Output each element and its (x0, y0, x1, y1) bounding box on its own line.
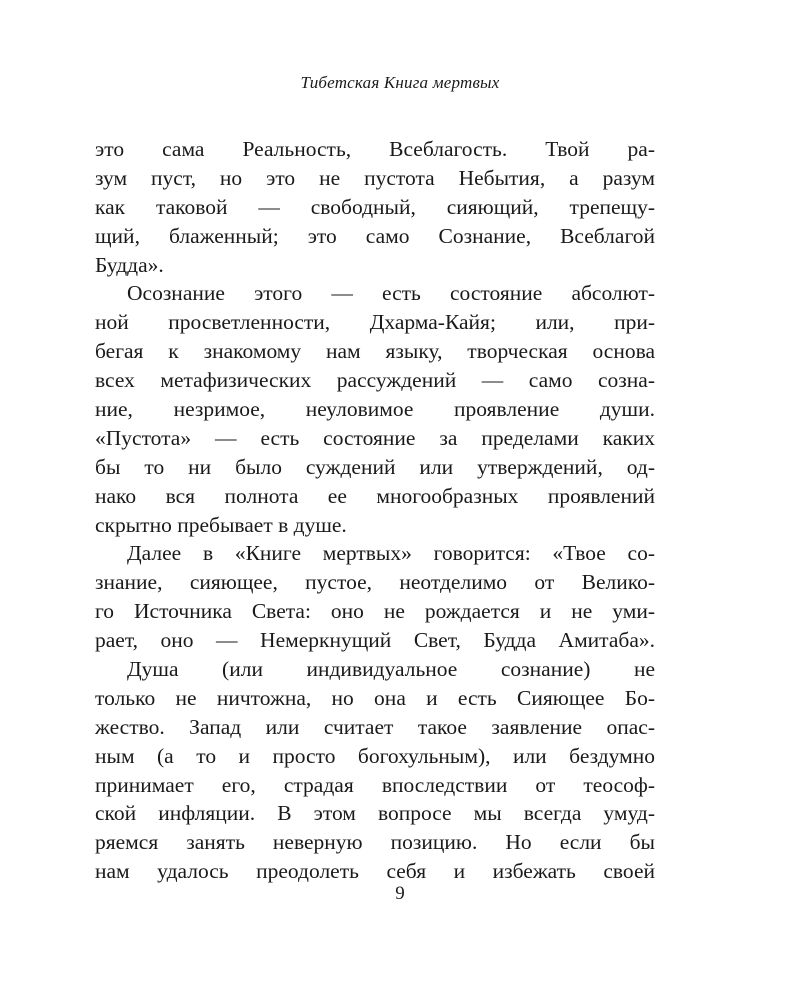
body-text (95, 135, 655, 886)
text-line: Осознание этого — есть состояние абсолют- (127, 281, 655, 306)
text-line: скрытно пребывает в душе. (95, 512, 347, 537)
text-line: Душа (или индивидуальное сознание) не (127, 657, 655, 682)
paragraph-2 (95, 279, 655, 539)
text-line: нако вся полнота ее многообразных проявлений (95, 483, 655, 508)
text-line: только не ничтожна, но она и есть Сияющее Бо- (95, 685, 655, 710)
running-head: Тибетская Книга мертвых (300, 73, 500, 92)
text-line: зум пуст, но это не пустота Небытия, а разум (95, 165, 655, 190)
paragraph-4 (95, 655, 655, 886)
text-line: ние, незримое, неуловимое проявление души. (95, 397, 655, 422)
text-line: знание, сияющее, пустое, неотделимо от Велико- (95, 570, 655, 595)
paragraph-3 (95, 539, 655, 655)
text-line: ряемся занять неверную позицию. Но если бы (95, 830, 655, 855)
text-line: принимает его, страдая впоследствии от теософ- (95, 772, 655, 797)
text-line: Далее в «Книге мертвых» говорится: «Твое со- (127, 541, 655, 566)
text-line: Будда». (95, 252, 164, 277)
text-line: ской инфляции. В этом вопросе мы всегда умуд- (95, 801, 655, 826)
paragraph-1 (95, 135, 655, 279)
text-line: как таковой — свободный, сияющий, трепещу- (95, 194, 655, 219)
text-line: бы то ни было суждений или утверждений, од- (95, 454, 655, 479)
text-line: это сама Реальность, Всеблагость. Твой ра- (95, 137, 655, 161)
text-line: «Пустота» — есть состояние за пределами каких (95, 425, 655, 450)
text-line: го Источника Света: оно не рождается и не уми- (95, 599, 655, 624)
text-line: ной просветленности, Дхарма-Кайя; или, при- (95, 310, 655, 335)
text-line: ным (а то и просто богохульным), или бездумно (95, 743, 655, 768)
text-line: рает, оно — Немеркнущий Свет, Будда Амитаба». (95, 628, 655, 653)
text-line: жество. Запад или считает такое заявление опас- (95, 714, 655, 739)
text-line: щий, блаженный; это само Сознание, Всеблагой (95, 223, 655, 248)
text-line: нам удалось преодолеть себя и избежать своей (95, 859, 655, 884)
text-line: бегая к знакомому нам языку, творческая основа (95, 339, 655, 364)
text-line: всех метафизических рассуждений — само созна- (95, 368, 655, 393)
page-number: 9 (395, 883, 405, 904)
